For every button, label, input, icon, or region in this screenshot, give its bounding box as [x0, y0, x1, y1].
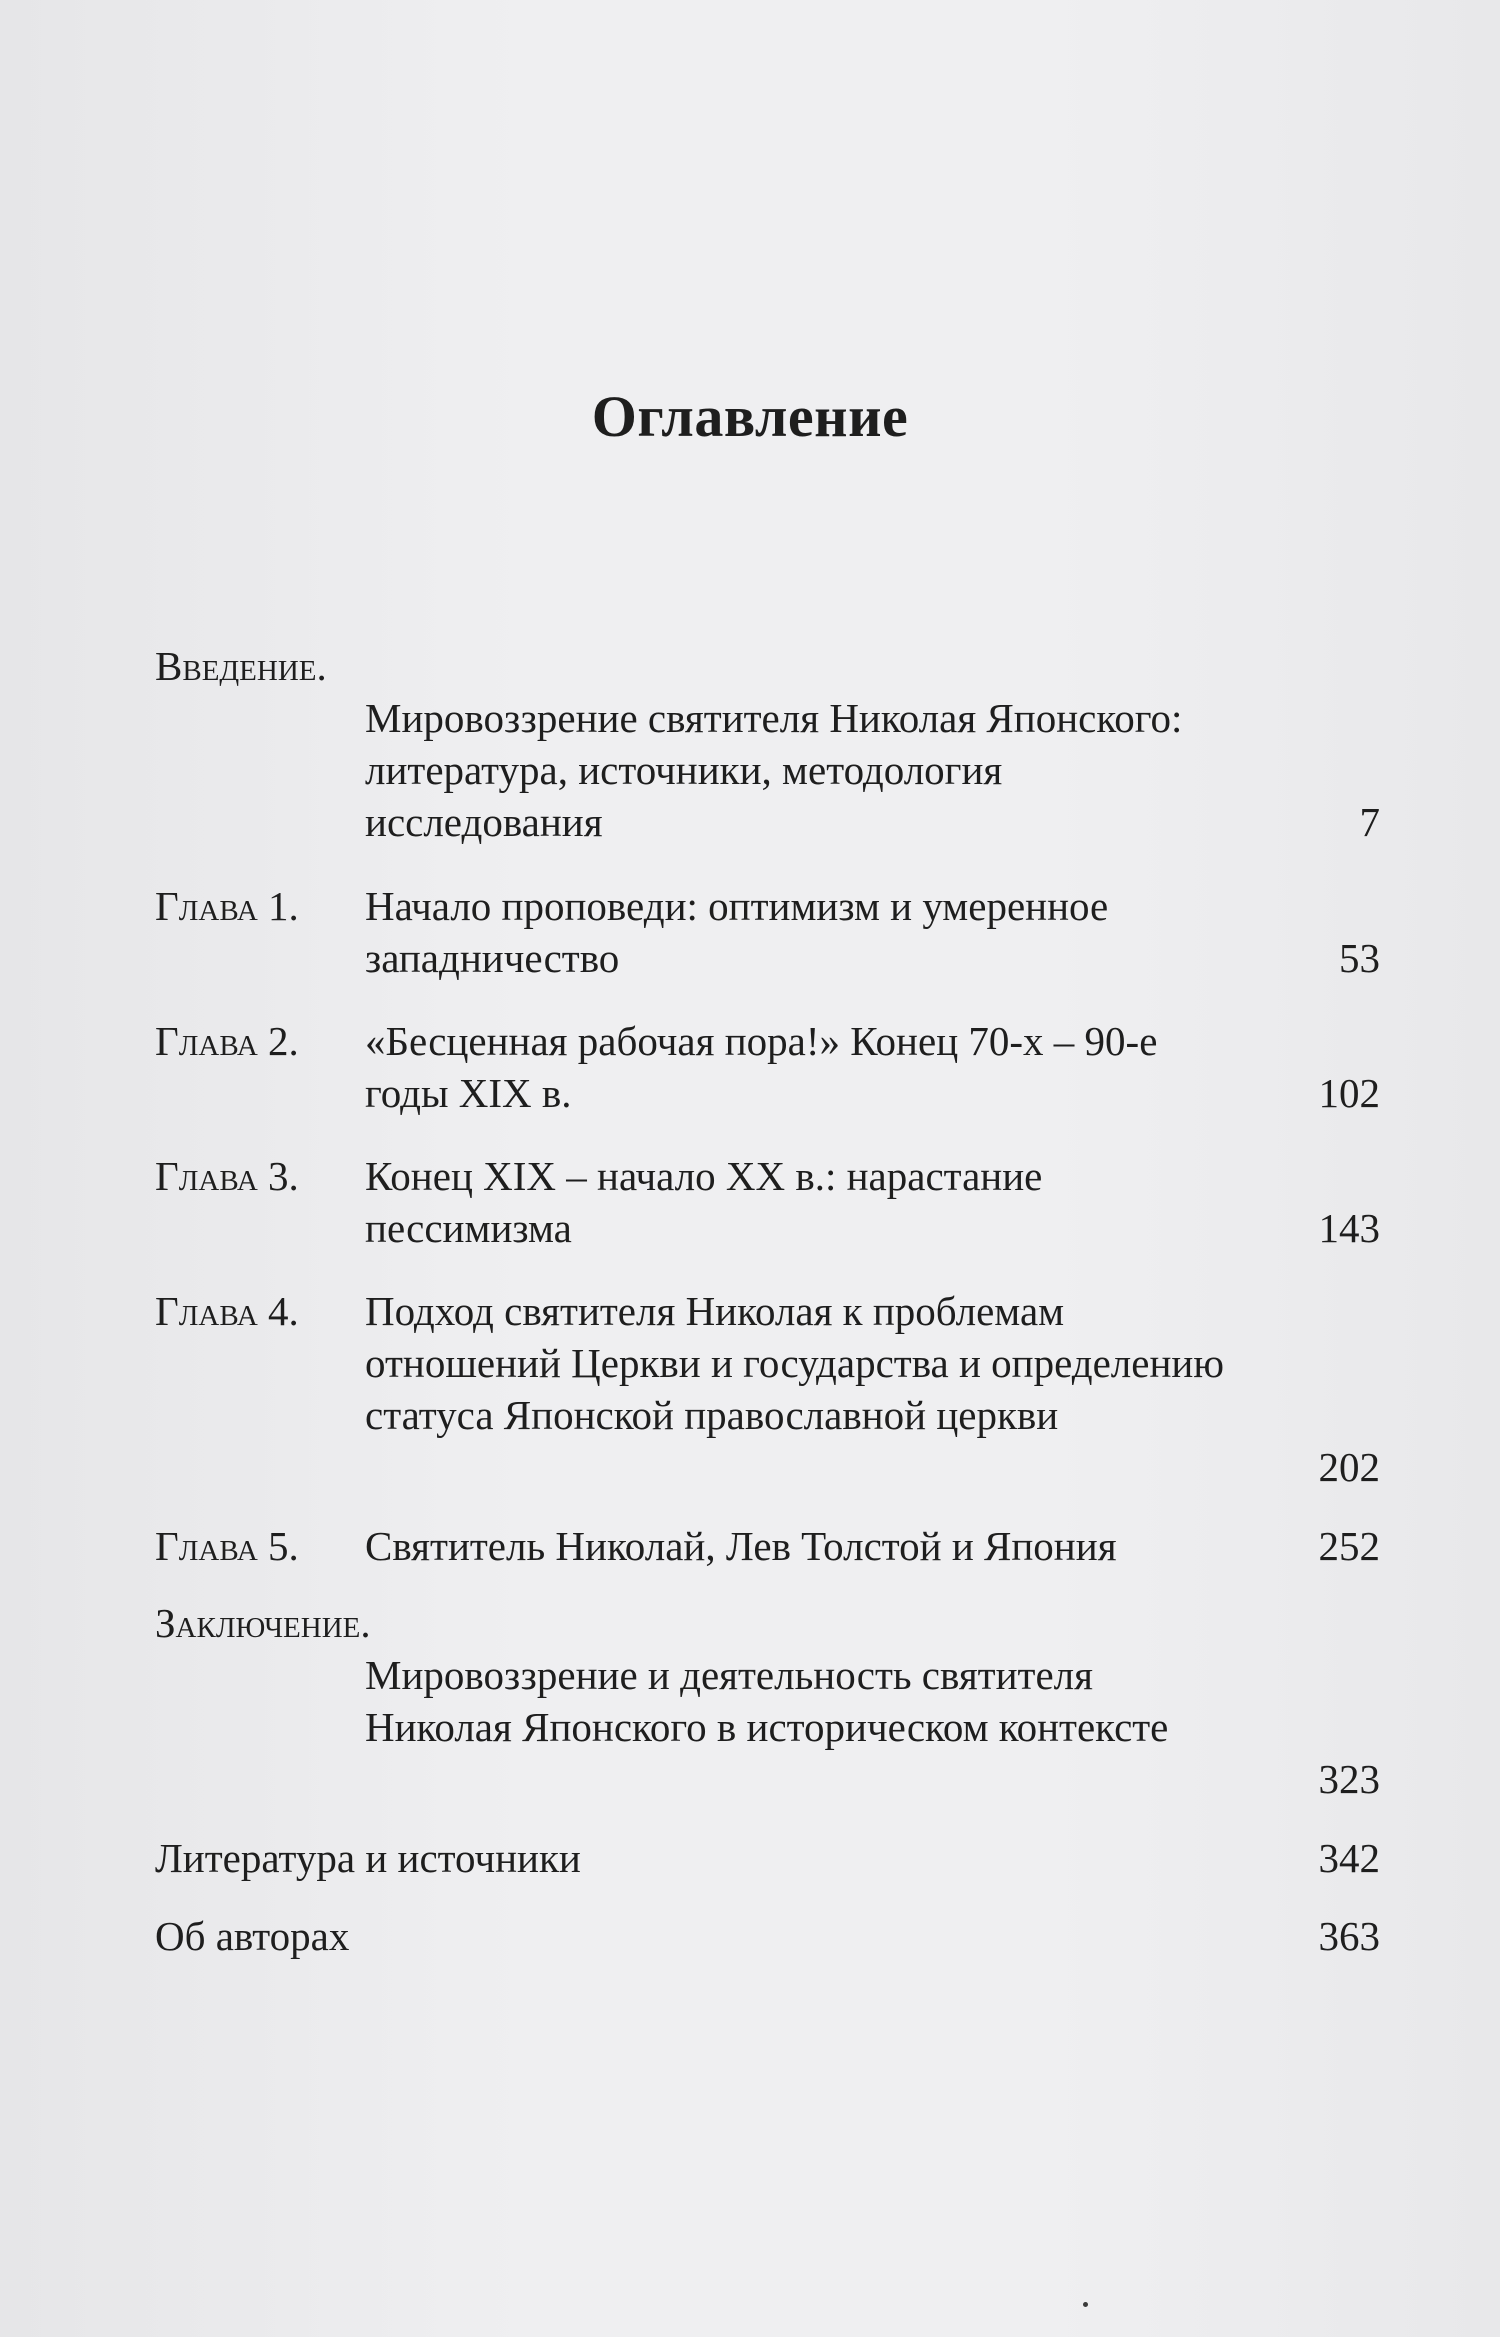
- toc-entry-title: Подход святителя Николая к проблемам отношений Церкви и государства и определению статуса Японской православной церкви: [365, 1288, 1224, 1438]
- toc-entry-title: «Бесценная рабочая пора!» Конец 70-х – 90-е годы XIX в.: [365, 1018, 1158, 1116]
- toc-entry-page: 143: [1318, 1205, 1380, 1251]
- toc-entry-chapter-2: [155, 1015, 1380, 1119]
- toc-entry-page: 342: [1318, 1835, 1380, 1881]
- toc-entry-page: 323: [1318, 1756, 1380, 1802]
- toc-entry-page: 363: [1318, 1913, 1380, 1959]
- toc-entry-about-authors: [155, 1910, 1380, 1962]
- toc-entry-page: 102: [1318, 1070, 1380, 1116]
- toc-entry-label: Введение.: [155, 643, 327, 689]
- toc-entry-page: 7: [1359, 799, 1380, 845]
- toc-entry-title: Мировоззрение и деятельность святителя Николая Японского в историческом контексте: [365, 1652, 1169, 1750]
- toc-entry-page: 202: [1318, 1444, 1380, 1490]
- toc-entry-chapter-1: [155, 880, 1380, 984]
- toc-entry-label: Глава 1.: [155, 883, 299, 929]
- print-speck: [1083, 2302, 1088, 2307]
- toc-entry-page: 53: [1339, 935, 1380, 981]
- toc-entry-title: Мировоззрение святителя Николая Японского: литература, источники, методология исследования: [365, 695, 1183, 845]
- toc-entry-title: Литература и источники: [155, 1835, 581, 1881]
- toc-entry-label: Глава 2.: [155, 1018, 299, 1064]
- toc-entry-label: Глава 5.: [155, 1523, 299, 1569]
- toc-entry-page: 252: [1318, 1523, 1380, 1569]
- toc-entry-chapter-4: [155, 1285, 1380, 1493]
- toc-entry-label: Глава 4.: [155, 1288, 299, 1334]
- toc-entry-conclusion: [155, 1597, 1380, 1805]
- toc-entry-title: Святитель Николай, Лев Толстой и Япония: [365, 1523, 1117, 1569]
- toc-entry-chapter-3: [155, 1150, 1380, 1254]
- toc-entry-title: Конец XIX – начало XX в.: нарастание пессимизма: [365, 1153, 1043, 1251]
- toc-entry-title: Начало проповеди: оптимизм и умеренное западничество: [365, 883, 1109, 981]
- toc-entry-chapter-5: [155, 1520, 1380, 1572]
- toc-entry-label: Глава 3.: [155, 1153, 299, 1199]
- toc-entry-introduction: [155, 640, 1380, 848]
- toc-entry-label: Заключение.: [155, 1600, 371, 1646]
- toc-entry-title: Об авторах: [155, 1913, 350, 1959]
- page-title: Оглавление: [591, 384, 909, 449]
- toc-entry-bibliography: [155, 1832, 1380, 1884]
